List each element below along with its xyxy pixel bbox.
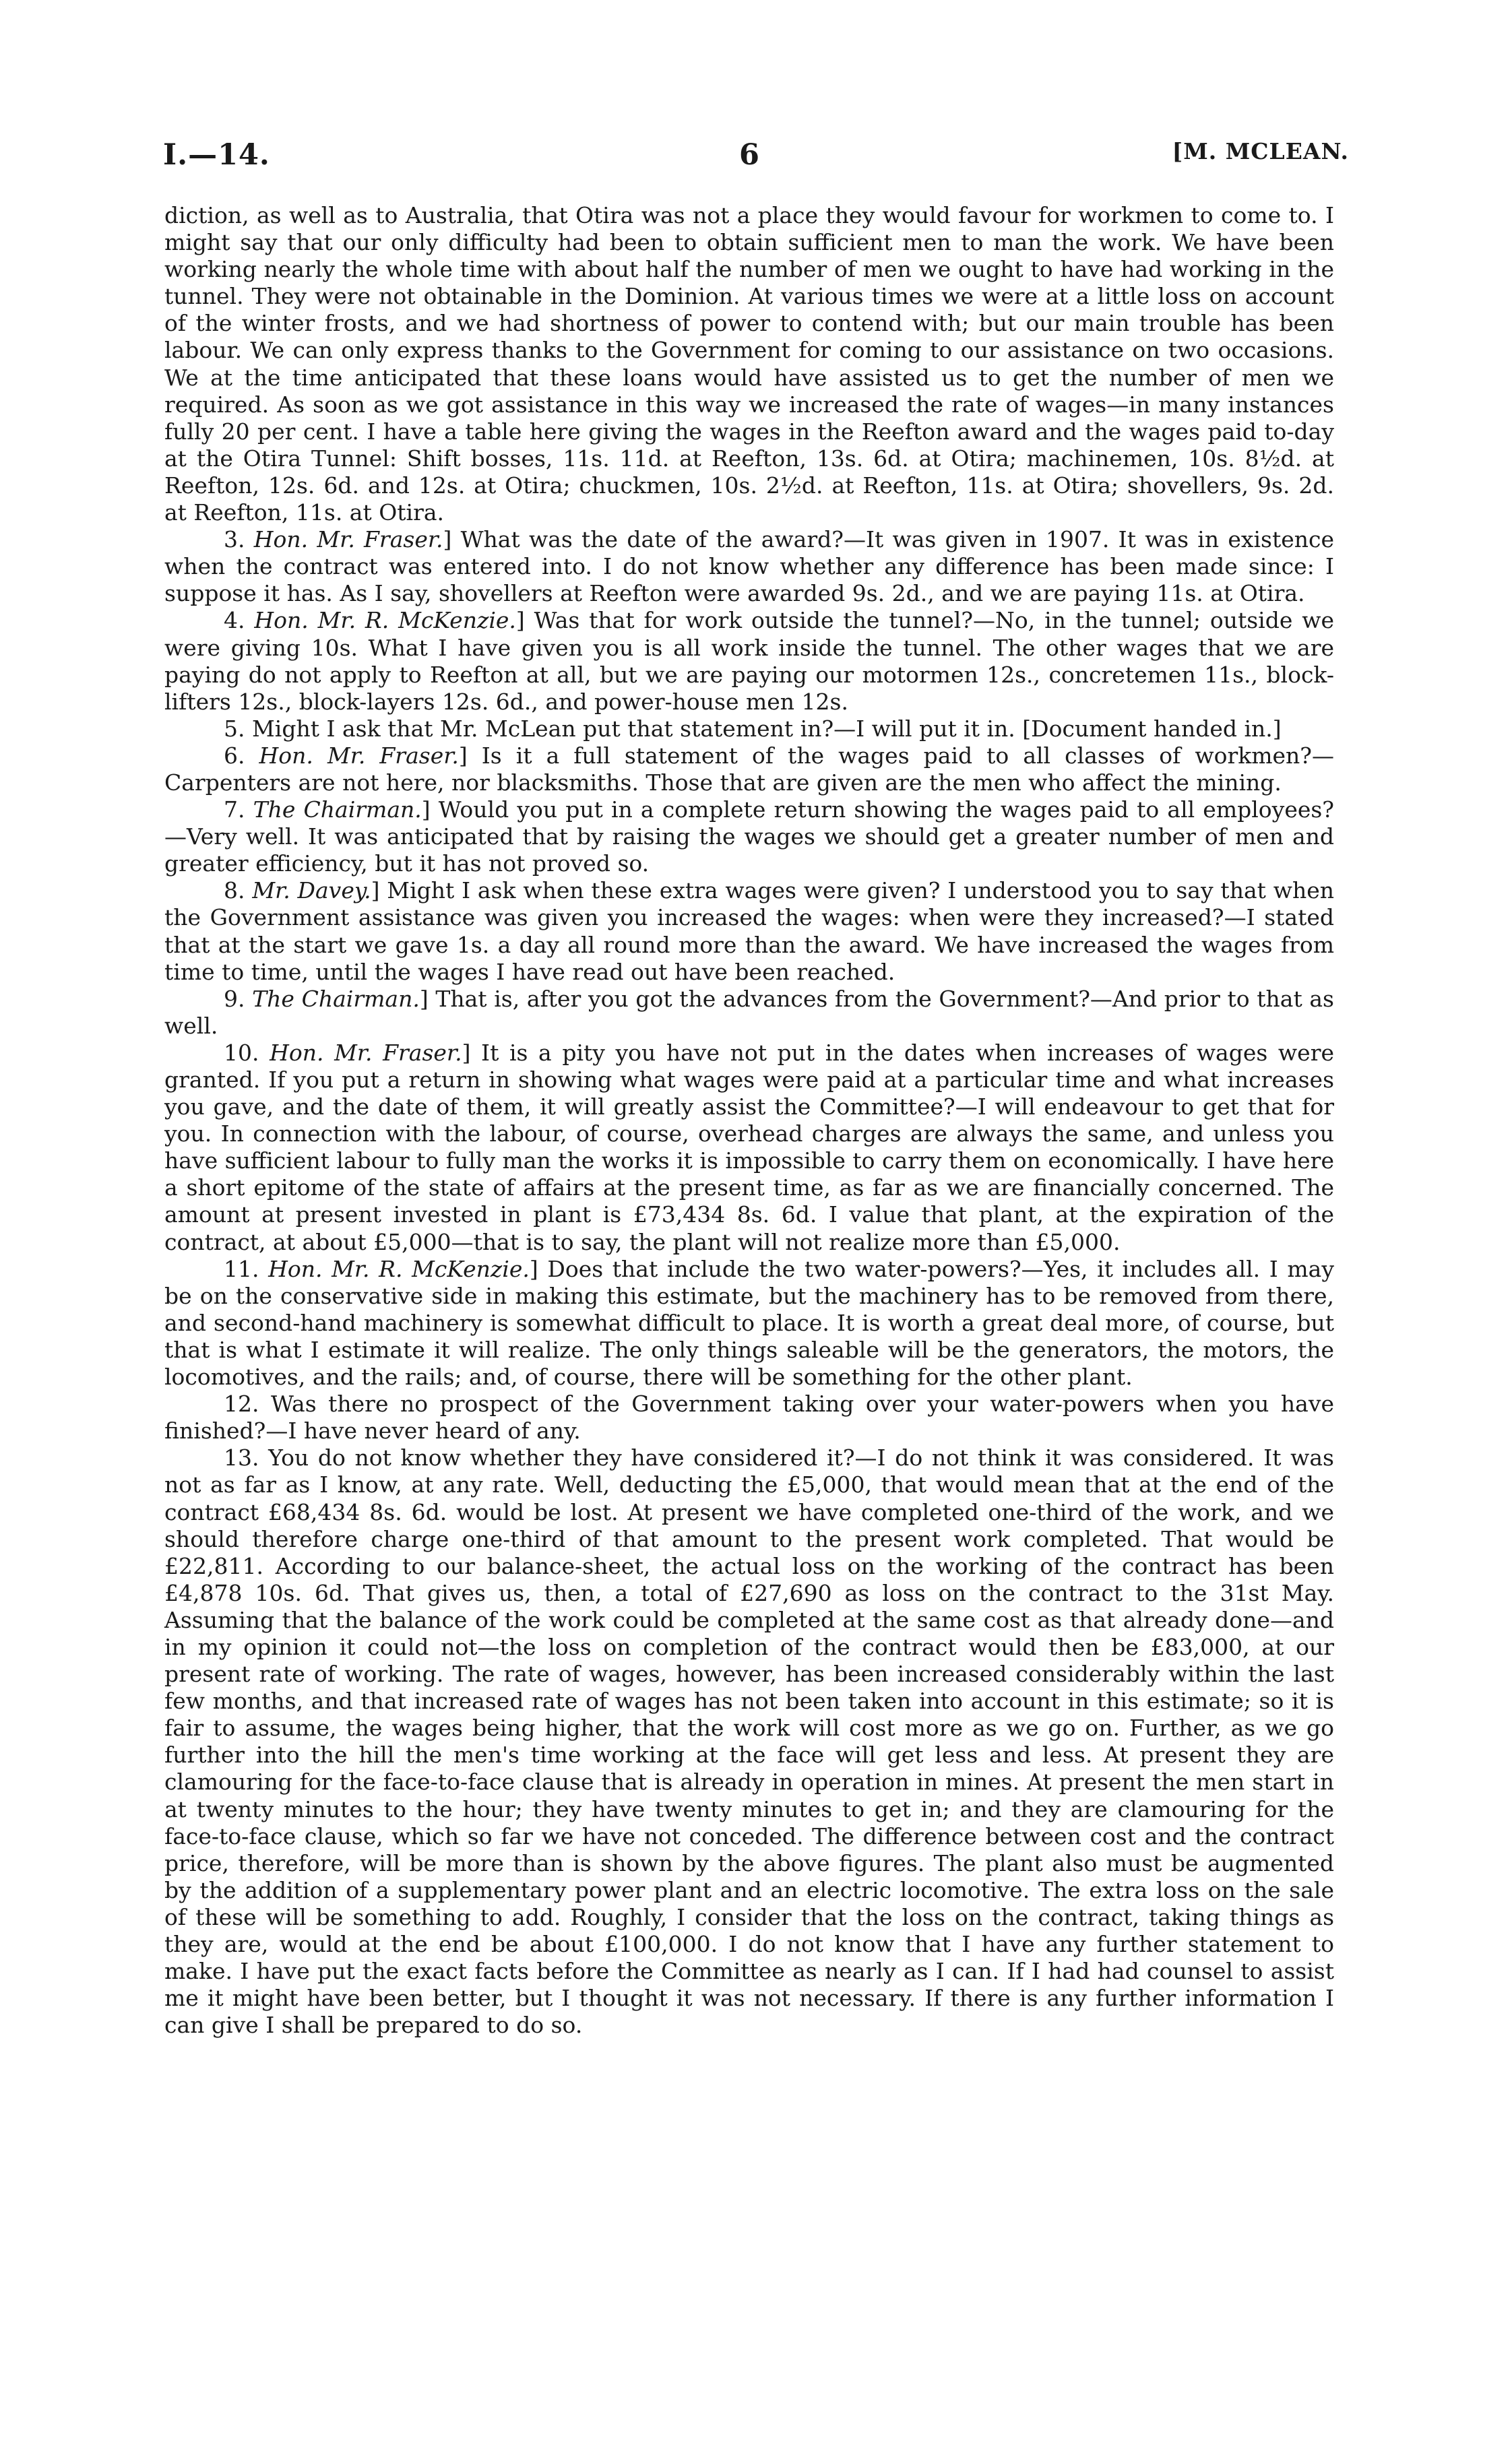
page-header [163, 138, 1349, 185]
speaker-name: Hon. Mr. R. McKenzie. [254, 607, 516, 634]
question-3 [164, 526, 1334, 607]
question-number: 10. [224, 1039, 259, 1066]
question-number: 11. [224, 1255, 259, 1282]
question-number: 12. [224, 1391, 259, 1418]
page-number: 6 [739, 138, 759, 172]
paragraph-text: ] Does that include the two water-powers?—Yes, it includes all. I may be on the conservative side in making this estimate, but the machinery has to be removed from there, and second-hand machinery is somewhat difficult to place. It is worth a great deal more, of course, but that is what I estimate it will realize. The only things saleable will be the generators, the motors, the locomotives, and the rails; and, of course, there will be something for the other plant. [164, 1255, 1335, 1391]
paragraph-text: ] Might I ask when these extra wages were given? I understood you to say that when the Government assistance was given you increased the wages: when were they increased?—I stated that at the start we gave 1s. a day all round more than the award. We have increased the wages from time to time, until the wages I have read out have been reached. [164, 877, 1334, 985]
speaker-name: The Chairman. [252, 985, 420, 1012]
speaker-name: Hon. Mr. R. McKenzie. [268, 1255, 530, 1282]
paragraph-text: ] Would you put in a complete return showing the wages paid to all employees?—Very well. It was anticipated that by raising the wages we should get a greater number of men and greater efficiency, but it has not proved so. [164, 796, 1334, 877]
question-12 [164, 1391, 1334, 1445]
question-9 [164, 986, 1334, 1040]
paragraph-text: Was there no prospect of the Government taking over your water-powers when you have finished?—I have never heard of any. [164, 1391, 1334, 1445]
speaker-name: Hon. Mr. Fraser. [270, 1039, 462, 1066]
question-number: 3. [224, 526, 245, 553]
question-number: 5. [224, 715, 245, 742]
paragraph-text: Might I ask that Mr. McLean put that statement in?—I will put it in. [Document handed in.] [252, 715, 1282, 742]
question-number: 13. [224, 1445, 259, 1471]
witness-name: [M. MCLEAN. [1172, 138, 1349, 164]
paragraph-continuation [164, 202, 1334, 526]
question-6 [164, 742, 1334, 796]
question-5 [164, 716, 1334, 742]
paragraph-text: You do not know whether they have considered it?—I do not think it was considered. It was not as far as I know, at any rate. Well, deducting the £5,000, that would mean that at the end of the contract £68,434 8s. 6d. would be lost. At present we have completed one-third of the work, and we should therefore charge one-third of that amount to the present work completed. That would be £22,811. According to our balance-sheet, the actual loss on the working of the contract has been £4,878 10s. 6d. That gives us, then, a total of £27,690 as loss on the contract to the 31st May. Assuming that the balance of the work could be completed at the same cost as that already done—and in my opinion it could not—the loss on completion of the contract would then be £83,000, at our present rate of working. The rate of wages, however, has been increased considerably within the last few months, and that increased rate of wages has not been taken into account in this estimate; so it is fair to assume, the wages being higher, that the work will cost more as we go on. Further, as we go further into the hill the men's time working at the face will get less and less. At present they are clamouring for the face-to-face clause that is already in operation in mines. At present the men start in at twenty minutes to the hour; they have twenty minutes to get in; and they are clamouring for the face-to-face clause, which so far we have not conceded. The difference between cost and the contract price, therefore, will be more than is shown by the above figures. The plant also must be augmented by the addition of a supplementary power plant and an electric locomotive. The extra loss on the sale of these will be something to add. Roughly, I consider that the loss on the contract, taking things as they are, would at the end be about £100,000. I do not know that I have any further statement to make. I have put the exact facts before the Committee as nearly as I can. If I had had counsel to assist me it might have been better, but I thought it was not necessary. If there is any further information I can give I shall be prepared to do so. [164, 1445, 1334, 2039]
question-4 [164, 607, 1334, 715]
paragraph-text: ] Was that for work outside the tunnel?—No, in the tunnel; outside we were giving 10s. What I have given you is all work inside the tunnel. The other wages that we are paying do not apply to Reefton at all, but we are paying our motormen 12s., concretemen 11s., block-lifters 12s., block-layers 12s. 6d., and power-house men 12s. [164, 607, 1334, 715]
speaker-name: The Chairman. [253, 796, 422, 823]
body-text [164, 202, 1334, 2039]
question-number: 7. [224, 796, 245, 823]
paragraph-text: ] That is, after you got the advances from the Government?—And prior to that as well. [164, 985, 1334, 1039]
paragraph-text: diction, as well as to Australia, that Otira was not a place they would favour for workmen to come to. I might say that our only difficulty had been to obtain sufficient men to man the work. We have been working nearly the whole time with about half the number of men we ought to have had working in the tunnel. They were not obtainable in the Dominion. At various times we were at a little loss on account of the winter frosts, and we had shortness of power to contend with; but our main trouble has been labour. We can only express thanks to the Government for coming to our assistance on two occasions. We at the time anticipated that these loans would have assisted us to get the number of men we required. As soon as we got assistance in this way we increased the rate of wages—in many instances fully 20 per cent. I have a table here giving the wages in the Reefton award and the wages paid to-day at the Otira Tunnel: Shift bosses, 11s. 11d. at Reefton, 13s. 6d. at Otira; machinemen, 10s. 8½d. at Reefton, 12s. 6d. and 12s. at Otira; chuckmen, 10s. 2½d. at Reefton, 11s. at Otira; shovellers, 9s. 2d. at Reefton, 11s. at Otira. [164, 202, 1334, 526]
paragraph-text: ] Is it a full statement of the wages paid to all classes of workmen?—Carpenters are not here, nor blacksmiths. Those that are given are the men who affect the mining. [164, 742, 1334, 796]
question-number: 6. [224, 742, 245, 769]
question-11 [164, 1256, 1334, 1391]
question-8 [164, 877, 1334, 985]
question-number: 8. [224, 877, 245, 904]
paragraph-text: ] It is a pity you have not put in the dates when increases of wages were granted. If you put a return in showing what wages were paid at a particular time and what increases you gave, and the date of them, it will greatly assist the Committee?—I will endeavour to get that for you. In connection with the labour, of course, overhead charges are always the same, and unless you have sufficient labour to fully man the works it is impossible to carry them on economically. I have here a short epitome of the state of affairs at the present time, as far as we are financially concerned. The amount at present invested in plant is £73,434 8s. 6d. I value that plant, at the expiration of the contract, at about £5,000—that is to say, the plant will not realize more than £5,000. [164, 1039, 1335, 1255]
question-number: 9. [224, 985, 245, 1012]
paragraph-text: ] What was the date of the award?—It was given in 1907. It was in existence when the contract was entered into. I do not know whether any difference has been made since: I suppose it has. As I say, shovellers at Reefton were awarded 9s. 2d., and we are paying 11s. at Otira. [164, 526, 1335, 607]
document-reference: I.—14. [163, 138, 270, 172]
question-7 [164, 796, 1334, 877]
speaker-name: Hon. Mr. Fraser. [259, 742, 459, 769]
speaker-name: Mr. Davey. [252, 877, 371, 904]
question-13 [164, 1445, 1334, 2039]
speaker-name: Hon. Mr. Fraser. [253, 526, 443, 553]
question-number: 4. [224, 607, 245, 634]
question-10 [164, 1040, 1334, 1256]
